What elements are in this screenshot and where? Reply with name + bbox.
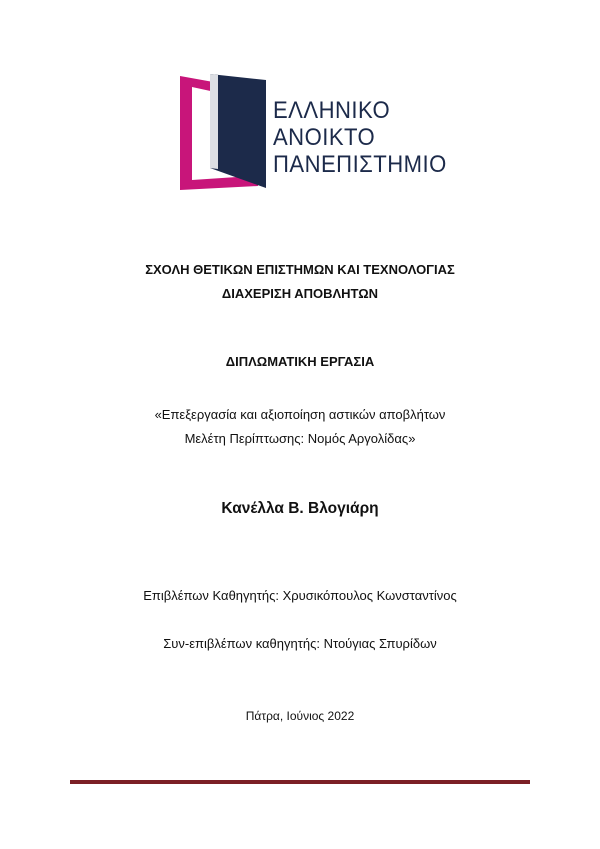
thesis-title <box>0 403 600 451</box>
university-logo-wordmark <box>273 97 447 178</box>
school-name: ΣΧΟΛΗ ΘΕΤΙΚΩΝ ΕΠΙΣΤΗΜΩΝ ΚΑΙ ΤΕΧΝΟΛΟΓΙΑΣ <box>145 262 455 277</box>
school-heading <box>0 258 600 306</box>
place-date: Πάτρα, Ιούνιος 2022 <box>245 709 355 723</box>
supervisor: Επιβλέπων Καθηγητής: Χρυσικόπουλος Κωνσταντίνος <box>143 588 457 603</box>
logo-line-1: ΕΛΛΗΝΙΚΟ <box>273 97 391 124</box>
university-logo <box>170 70 450 195</box>
thesis-title-line-1: «Επεξεργασία και αξιοποίηση αστικών αποβλήτων <box>154 407 446 422</box>
footer-rule <box>70 780 530 784</box>
thesis-type: ΔΙΠΛΩΜΑΤΙΚΗ ΕΡΓΑΣΙΑ <box>225 354 375 369</box>
logo-line-2: ΑΝΟΙΚΤΟ <box>273 124 376 151</box>
logo-line-3: ΠΑΝΕΠΙΣΤΗΜΙΟ <box>273 151 447 178</box>
co-supervisor: Συν-επιβλέπων καθηγητής: Ντούγιας Σπυρίδων <box>163 636 437 651</box>
author-name: Κανέλλα Β. Βλογιάρη <box>221 500 379 517</box>
program-name: ΔΙΑΧΕΡΙΣΗ ΑΠΟΒΛΗΤΩΝ <box>221 286 379 301</box>
university-logo-mark-icon <box>170 70 270 195</box>
thesis-title-line-2: Μελέτη Περίπτωσης: Νομός Αργολίδας» <box>184 431 416 446</box>
